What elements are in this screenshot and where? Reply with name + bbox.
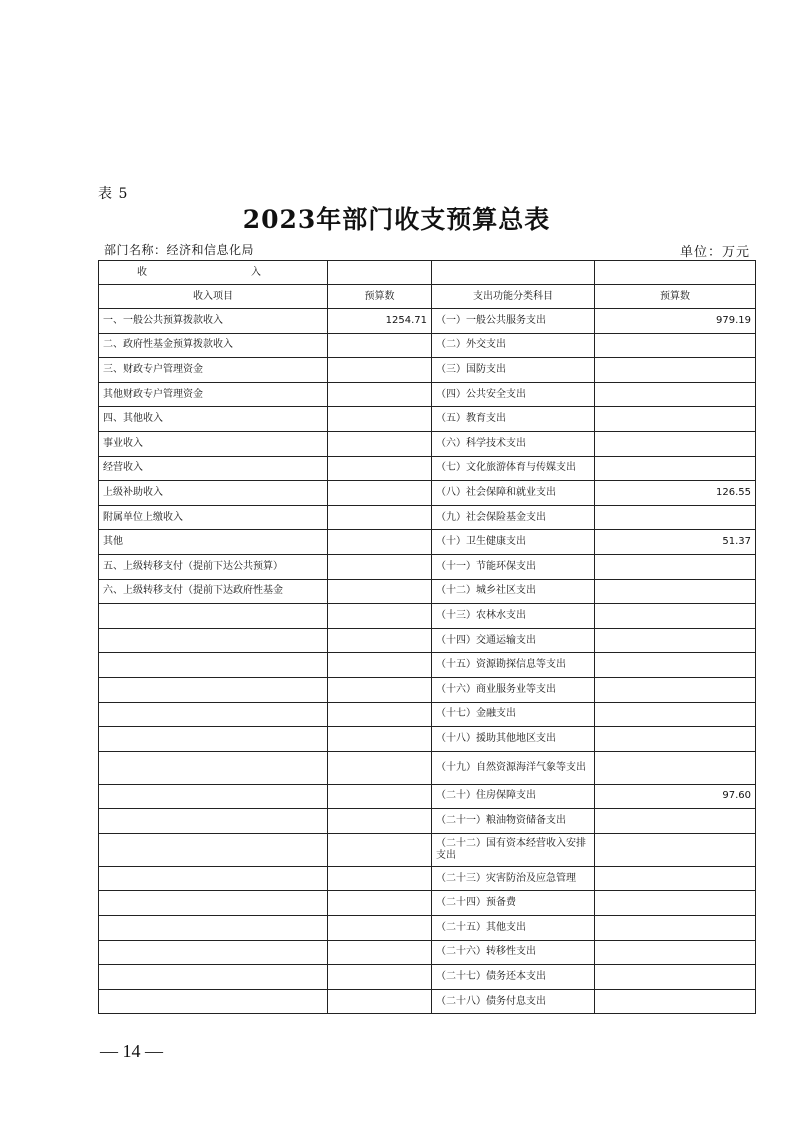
- income-amount-cell: [328, 809, 432, 834]
- expense-amount-cell: [595, 456, 756, 481]
- income-amount-cell: [328, 965, 432, 990]
- expense-amount-cell: [595, 940, 756, 965]
- expense-item-cell: （九）社会保险基金支出: [432, 505, 595, 530]
- expense-amount-cell: [595, 604, 756, 629]
- income-amount-cell: [328, 784, 432, 809]
- expense-amount-cell: 126.55: [595, 481, 756, 506]
- expense-amount-cell: [595, 653, 756, 678]
- col-budget-amount-1: 预算数: [328, 285, 432, 309]
- income-item-cell: [99, 891, 328, 916]
- expense-amount-cell: [595, 866, 756, 891]
- table-number: 表 5: [98, 186, 129, 202]
- expense-item-cell: （十七）金融支出: [432, 702, 595, 727]
- expense-item-cell: （十六）商业服务业等支出: [432, 677, 595, 702]
- income-amount-cell: [328, 940, 432, 965]
- col-budget-amount-2: 预算数: [595, 285, 756, 309]
- table-row: [99, 309, 756, 334]
- expense-amount-cell: [595, 677, 756, 702]
- income-amount-cell: [328, 727, 432, 752]
- table-row: [99, 431, 756, 456]
- col-expense-item: 支出功能分类科目: [432, 285, 595, 309]
- table-row: [99, 530, 756, 555]
- income-item-cell: 其他: [99, 530, 328, 555]
- expense-item-cell: （二十二）国有资本经营收入安排支出: [432, 833, 595, 866]
- income-item-cell: [99, 784, 328, 809]
- expense-amount-cell: [595, 431, 756, 456]
- expense-item-cell: （十一）节能环保支出: [432, 554, 595, 579]
- expense-amount-cell: [595, 727, 756, 752]
- income-item-cell: [99, 702, 328, 727]
- income-item-cell: 一、一般公共预算拨款收入: [99, 309, 328, 334]
- income-amount-cell: [328, 530, 432, 555]
- expense-item-cell: （七）文化旅游体育与传媒支出: [432, 456, 595, 481]
- income-item-cell: [99, 604, 328, 629]
- income-item-cell: 二、政府性基金预算拨款收入: [99, 333, 328, 358]
- income-item-cell: [99, 653, 328, 678]
- income-item-cell: [99, 809, 328, 834]
- income-amount-cell: [328, 866, 432, 891]
- income-amount-cell: 1254.71: [328, 309, 432, 334]
- expense-amount-cell: 97.60: [595, 784, 756, 809]
- income-amount-cell: [328, 891, 432, 916]
- section-empty-cell: [432, 261, 595, 285]
- expense-item-cell: （二十）住房保障支出: [432, 784, 595, 809]
- expense-amount-cell: [595, 702, 756, 727]
- expense-amount-cell: [595, 916, 756, 941]
- expense-amount-cell: [595, 751, 756, 784]
- expense-amount-cell: [595, 965, 756, 990]
- section-empty-cell: [328, 261, 432, 285]
- table-row: [99, 702, 756, 727]
- expense-item-cell: （十）卫生健康支出: [432, 530, 595, 555]
- income-amount-cell: [328, 382, 432, 407]
- income-item-cell: [99, 727, 328, 752]
- expense-item-cell: （二）外交支出: [432, 333, 595, 358]
- expense-item-cell: （二十五）其他支出: [432, 916, 595, 941]
- income-amount-cell: [328, 407, 432, 432]
- column-header-row: [99, 285, 756, 309]
- income-item-cell: 其他财政专户管理资金: [99, 382, 328, 407]
- income-item-cell: 三、财政专户管理资金: [99, 358, 328, 383]
- expense-item-cell: （三）国防支出: [432, 358, 595, 383]
- income-amount-cell: [328, 358, 432, 383]
- expense-item-cell: （二十四）预备费: [432, 891, 595, 916]
- table-row: [99, 604, 756, 629]
- income-amount-cell: [328, 333, 432, 358]
- expense-item-cell: （二十三）灾害防治及应急管理: [432, 866, 595, 891]
- section-income-label: 收 入: [99, 261, 328, 285]
- table-row: [99, 628, 756, 653]
- expense-item-cell: （十八）援助其他地区支出: [432, 727, 595, 752]
- table-row: [99, 456, 756, 481]
- income-amount-cell: [328, 628, 432, 653]
- table-row: [99, 965, 756, 990]
- table-row: [99, 505, 756, 530]
- income-item-cell: [99, 940, 328, 965]
- income-amount-cell: [328, 604, 432, 629]
- income-amount-cell: [328, 989, 432, 1014]
- expense-amount-cell: [595, 579, 756, 604]
- table-row: [99, 833, 756, 866]
- income-item-cell: 事业收入: [99, 431, 328, 456]
- expense-item-cell: （二十六）转移性支出: [432, 940, 595, 965]
- expense-item-cell: （十九）自然资源海洋气象等支出: [432, 751, 595, 784]
- income-amount-cell: [328, 505, 432, 530]
- table-row: [99, 784, 756, 809]
- income-amount-cell: [328, 579, 432, 604]
- income-item-cell: [99, 677, 328, 702]
- table-row: [99, 677, 756, 702]
- income-item-cell: 附属单位上缴收入: [99, 505, 328, 530]
- budget-table: [98, 260, 756, 1014]
- income-item-cell: 五、上级转移支付（提前下达公共预算）: [99, 554, 328, 579]
- income-amount-cell: [328, 456, 432, 481]
- expense-item-cell: （二十八）债务付息支出: [432, 989, 595, 1014]
- table-row: [99, 554, 756, 579]
- table-row: [99, 382, 756, 407]
- income-item-cell: [99, 965, 328, 990]
- expense-amount-cell: [595, 628, 756, 653]
- table-row: [99, 891, 756, 916]
- expense-amount-cell: [595, 358, 756, 383]
- income-item-cell: [99, 866, 328, 891]
- expense-item-cell: （二十一）粮油物资储备支出: [432, 809, 595, 834]
- expense-amount-cell: [595, 333, 756, 358]
- department-name: 部门名称：经济和信息化局: [104, 243, 255, 257]
- section-empty-cell: [595, 261, 756, 285]
- expense-item-cell: （十二）城乡社区支出: [432, 579, 595, 604]
- income-item-cell: [99, 751, 328, 784]
- income-item-cell: [99, 833, 328, 866]
- expense-item-cell: （十四）交通运输支出: [432, 628, 595, 653]
- table-row: [99, 358, 756, 383]
- expense-amount-cell: 979.19: [595, 309, 756, 334]
- table-row: [99, 940, 756, 965]
- expense-item-cell: （八）社会保障和就业支出: [432, 481, 595, 506]
- expense-item-cell: （二十七）债务还本支出: [432, 965, 595, 990]
- expense-item-cell: （四）公共安全支出: [432, 382, 595, 407]
- expense-amount-cell: [595, 809, 756, 834]
- table-row: [99, 809, 756, 834]
- income-amount-cell: [328, 554, 432, 579]
- page-number: — 14 —: [100, 1041, 163, 1061]
- income-item-cell: [99, 916, 328, 941]
- col-income-item: 收入项目: [99, 285, 328, 309]
- income-item-cell: [99, 628, 328, 653]
- income-amount-cell: [328, 653, 432, 678]
- table-row: [99, 481, 756, 506]
- income-item-cell: 上级补助收入: [99, 481, 328, 506]
- income-item-cell: 六、上级转移支付（提前下达政府性基金: [99, 579, 328, 604]
- expense-item-cell: （一）一般公共服务支出: [432, 309, 595, 334]
- table-row: [99, 407, 756, 432]
- table-row: [99, 579, 756, 604]
- expense-amount-cell: 51.37: [595, 530, 756, 555]
- income-amount-cell: [328, 751, 432, 784]
- page-title: 2023年部门收支预算总表: [242, 205, 551, 234]
- expense-amount-cell: [595, 833, 756, 866]
- expense-amount-cell: [595, 407, 756, 432]
- income-item-cell: 四、其他收入: [99, 407, 328, 432]
- table-row: [99, 916, 756, 941]
- expense-amount-cell: [595, 891, 756, 916]
- income-amount-cell: [328, 677, 432, 702]
- section-header-row: [99, 261, 756, 285]
- expense-item-cell: （十三）农林水支出: [432, 604, 595, 629]
- expense-amount-cell: [595, 989, 756, 1014]
- income-item-cell: 经营收入: [99, 456, 328, 481]
- expense-item-cell: （十五）资源勘探信息等支出: [432, 653, 595, 678]
- income-amount-cell: [328, 833, 432, 866]
- income-amount-cell: [328, 702, 432, 727]
- table-row: [99, 866, 756, 891]
- income-item-cell: [99, 989, 328, 1014]
- unit-label: 单位：万元: [679, 245, 750, 260]
- table-row: [99, 989, 756, 1014]
- expense-amount-cell: [595, 505, 756, 530]
- expense-amount-cell: [595, 382, 756, 407]
- table-row: [99, 751, 756, 784]
- expense-amount-cell: [595, 554, 756, 579]
- income-amount-cell: [328, 916, 432, 941]
- expense-item-cell: （六）科学技术支出: [432, 431, 595, 456]
- table-row: [99, 727, 756, 752]
- expense-item-cell: （五）教育支出: [432, 407, 595, 432]
- table-row: [99, 653, 756, 678]
- income-amount-cell: [328, 431, 432, 456]
- table-row: [99, 333, 756, 358]
- income-amount-cell: [328, 481, 432, 506]
